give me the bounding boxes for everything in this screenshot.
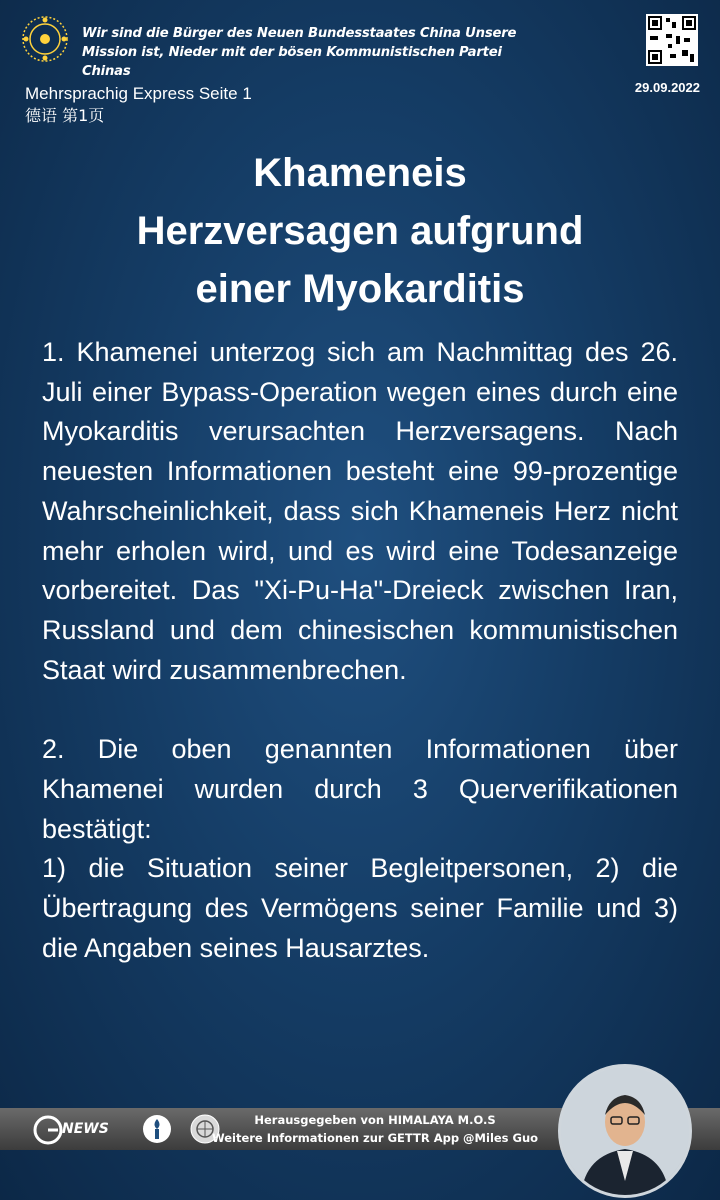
section-label: Mehrsprachig Express Seite 1 xyxy=(25,84,252,103)
qr-code-icon[interactable] xyxy=(646,14,698,66)
publisher-credit: Herausgegeben von HIMALAYA M.O.S Weitere Informationen zur GETTR App @Miles Guo xyxy=(211,1113,539,1145)
portrait-photo xyxy=(558,1064,692,1198)
paragraph-2: 2. Die oben genannten Informationen über Khamenei wurden durch 3 Querverifikationen bestätigt: xyxy=(42,734,678,844)
article-body xyxy=(42,333,678,969)
section-label-chinese: 德语 第1页 xyxy=(25,106,105,125)
mission-statement: Wir sind die Bürger des Neuen Bundesstaates China Unsere Mission ist, Nieder mit der bösen Kommunistischen Partei Chinas xyxy=(82,26,517,79)
article-title xyxy=(0,144,720,318)
paragraph-1: 1. Khamenei unterzog sich am Nachmittag des 26. Juli einer Bypass-Operation wegen eines durch eine Myokarditis verursachten Herzversagens. Nach neuesten Informationen besteht eine 99-prozentige Wahrscheinlichkeit, dass sich Khameneis Herz nicht mehr erholen wird, und es wird eine Todesanzeige vorbereitet. Das "Xi-Pu-Ha"-Dreieck zwischen Iran, Russland und dem chinesischen kommunistischen Staat wird zusammenbrechen. xyxy=(42,337,678,685)
title-line: Khameneis xyxy=(253,151,467,195)
header-bar xyxy=(0,0,720,80)
title-line: einer Myokarditis xyxy=(195,267,525,311)
federal-state-logo-icon xyxy=(20,14,70,64)
torch-emblem-icon xyxy=(142,1114,172,1144)
paragraph-3: 1) die Situation seiner Begleitpersonen, 2) die Übertragung des Vermögens seiner Familie und 3) die Angaben seines Hausarztes. xyxy=(42,853,678,963)
issue-date: 29.09.2022 xyxy=(634,80,700,95)
title-line: Herzversagen aufgrund xyxy=(136,209,584,253)
gnews-label: NEWS xyxy=(62,1121,109,1137)
